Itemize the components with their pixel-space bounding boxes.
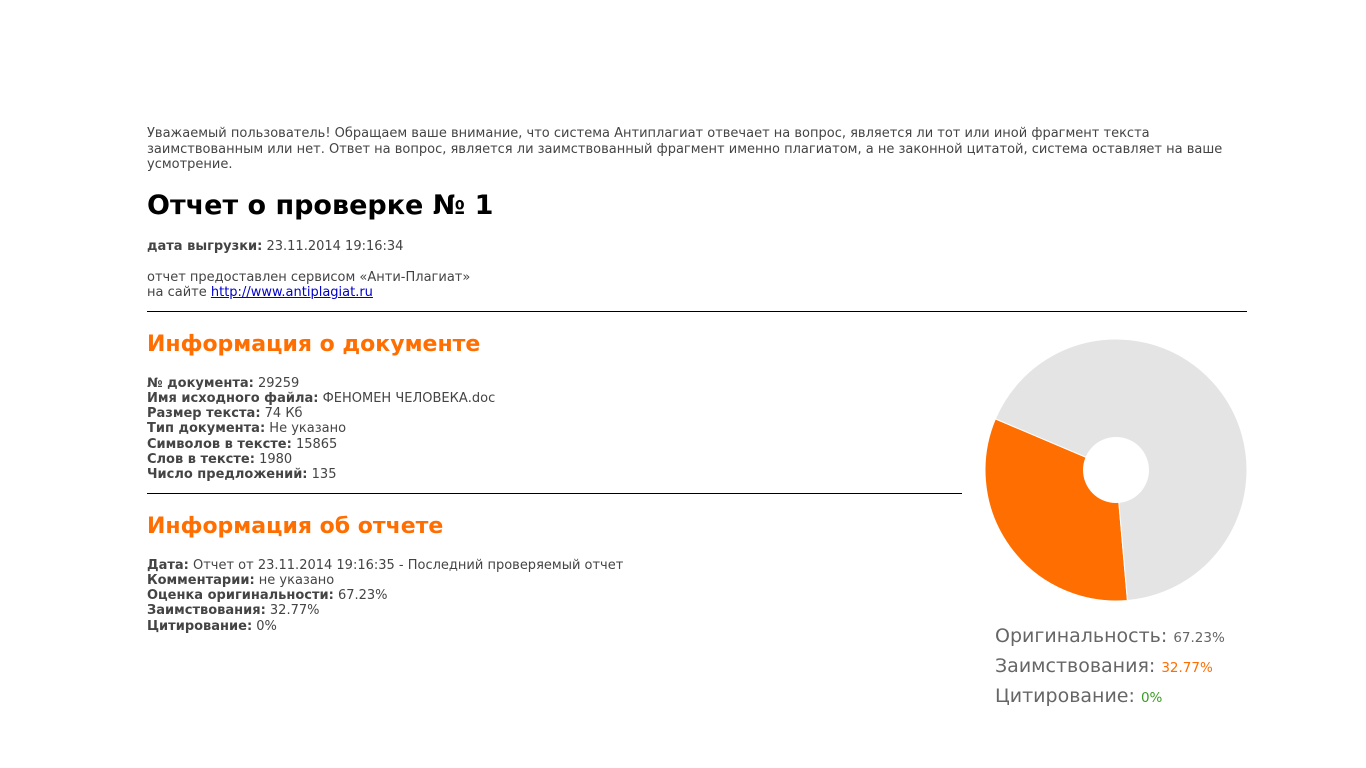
notice-text: Уважаемый пользователь! Обращаем ваше внимание, что система Антиплагиат отвечает на вопрос, является ли тот или иной фрагмент текста заимствованным или нет. Ответ на вопрос, является ли заимствованный фрагмент именно плагиатом, а не законной цитатой, система оставляет на ваше усмотрение. (147, 126, 1223, 172)
document-info-row-label: Слов в тексте: (147, 451, 255, 467)
document-info-row-label: Размер текста: (147, 406, 261, 422)
provider-site-line (147, 285, 1247, 301)
export-date-label: дата выгрузки: (147, 238, 263, 254)
document-info-row-label: № документа: (147, 375, 254, 391)
divider (147, 493, 962, 494)
legend-item-name: Заимствования: (995, 655, 1162, 677)
legend-item-name: Оригинальность: (995, 625, 1174, 647)
document-info-row-label: Тип документа: (147, 421, 266, 437)
document-info-row-label: Имя исходного файла: (147, 390, 319, 406)
document-info-section (147, 330, 962, 483)
report-info-row (147, 619, 962, 634)
pie-center-hole (1083, 437, 1149, 503)
report-title: Отчет о проверке № 1 (147, 189, 494, 221)
document-info-title: Информация о документе (147, 331, 481, 357)
document-info-row-value: 135 (307, 467, 337, 483)
report-info-row (147, 588, 962, 603)
document-info-row-value: 29259 (253, 375, 300, 391)
document-info-row (147, 376, 962, 391)
legend-item-name: Цитирование: (995, 685, 1141, 707)
document-info-list (147, 376, 962, 483)
report-info-row-value: Отчет от 23.11.2014 19:16:35 - Последний проверяемый отчет (188, 557, 624, 573)
document-info-row-value: 1980 (254, 451, 293, 467)
export-date (147, 239, 1247, 255)
originality-pie-chart (984, 338, 1248, 602)
report-info-list (147, 558, 962, 634)
document-info-row (147, 437, 962, 452)
document-info-row (147, 406, 962, 421)
document-info-row (147, 467, 962, 482)
document-info-row-label: Символов в тексте: (147, 436, 292, 452)
legend-item (995, 652, 1225, 682)
document-info-row-value: Не указано (265, 421, 347, 437)
document-info-row-label: Число предложений: (147, 467, 308, 483)
document-info-row-value: 15865 (291, 436, 338, 452)
chart-legend (995, 622, 1225, 712)
document-info-row (147, 391, 962, 406)
export-date-value: 23.11.2014 19:16:34 (266, 238, 404, 254)
antiplagiat-link[interactable]: http://www.antiplagiat.ru (210, 285, 373, 300)
report-info-row-value: 0% (252, 618, 277, 634)
document-info-row (147, 421, 962, 436)
legend-item-value: 67.23% (1173, 630, 1225, 646)
report-info-row-label: Комментарии: (147, 572, 255, 588)
report-info-row-label: Дата: (147, 557, 189, 573)
report-info-row-value: 32.77% (265, 603, 320, 619)
document-info-row-value: 74 Кб (260, 406, 303, 422)
report-info-section (147, 512, 962, 634)
report-info-row-value: 67.23% (333, 588, 388, 604)
report-info-row (147, 573, 962, 588)
provider-site-prefix: на сайте (147, 285, 211, 300)
document-info-row (147, 452, 962, 467)
report-info-title: Информация об отчете (147, 513, 444, 539)
report-info-row (147, 603, 962, 618)
provider-line: отчет предоставлен сервисом «Анти-Плагиат» (147, 269, 471, 285)
provider-info (147, 270, 1247, 301)
report-info-row-label: Цитирование: (147, 618, 253, 634)
report-info-row-label: Оценка оригинальности: (147, 588, 334, 604)
divider (147, 311, 1247, 312)
legend-item-value: 32.77% (1161, 660, 1213, 676)
pie-chart-svg (984, 338, 1248, 602)
legend-item (995, 682, 1225, 712)
report-info-row-label: Заимствования: (147, 603, 266, 619)
report-info-row (147, 558, 962, 573)
legend-item-value: 0% (1140, 690, 1163, 706)
report-info-row-value: не указано (254, 572, 335, 588)
legend-item (995, 622, 1225, 652)
document-info-row-value: ФЕНОМЕН ЧЕЛОВЕКА.doc (318, 390, 496, 406)
